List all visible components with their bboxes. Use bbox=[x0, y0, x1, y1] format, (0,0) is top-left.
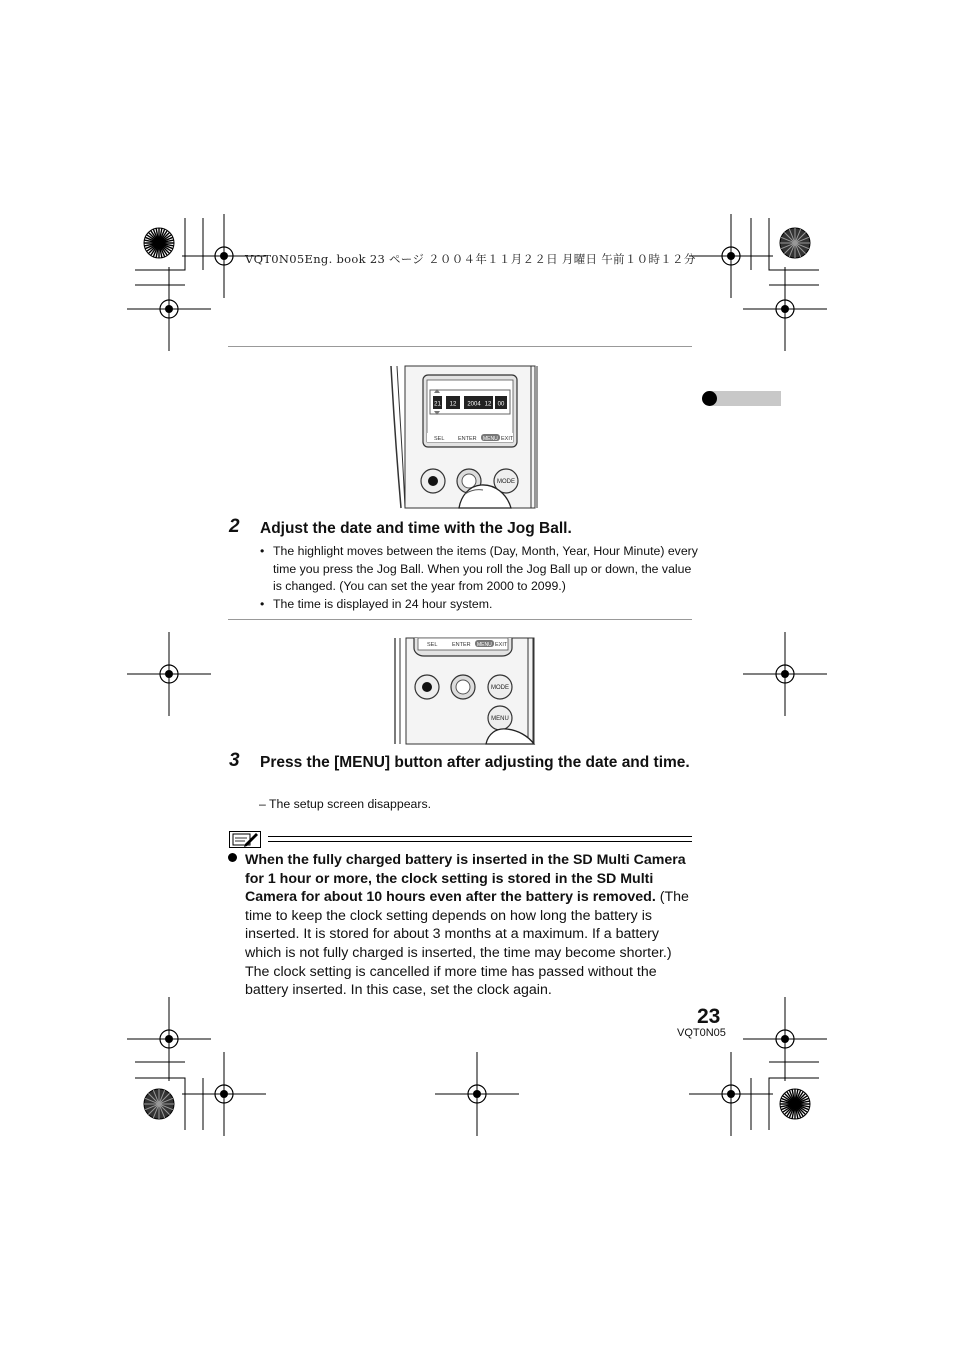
note-text: (The time to keep the clock setting depends on how long the battery is inserted. It is stored for about 3 months at a maximum. If a battery which is not fully charged is inserted, the time may become shorter.) The clock setting is cancelled if more time has passed without the battery inserted. In this case, set the clock again. bbox=[245, 889, 689, 999]
note-paragraph bbox=[245, 851, 697, 1000]
date-field-minute: 00 bbox=[497, 401, 505, 408]
date-field-month: 12 bbox=[449, 401, 457, 408]
hint-exit-1: EXIT bbox=[501, 436, 514, 442]
mode-button-label-2: MODE bbox=[491, 685, 509, 691]
step-3-title: Press the [MENU] button after adjusting the date and time. bbox=[260, 754, 690, 771]
note-bullet bbox=[228, 853, 237, 862]
hint-exit-2: EXIT bbox=[495, 642, 508, 648]
model-code: VQT0N05 bbox=[677, 1027, 726, 1039]
step-2-number: 2 bbox=[229, 516, 240, 537]
step-2-bullet: • The highlight moves between the items (Day, Month, Year, Hour Minute) every time you press the Jog Ball. When you roll the Jog Ball up or down, the value is changed. (You can set the year from 2000 to 2099.) bbox=[259, 543, 699, 596]
hint-menu-1: MENU bbox=[483, 436, 498, 442]
date-field-day: 21 bbox=[434, 401, 441, 408]
step-2-bullet: • The time is displayed in 24 hour system. bbox=[259, 596, 699, 614]
section-tab bbox=[702, 391, 781, 406]
note-icon bbox=[229, 831, 261, 848]
mode-button-label-1: MODE bbox=[497, 479, 515, 485]
section-tab-bar bbox=[710, 391, 781, 406]
figure-menu-button bbox=[392, 636, 542, 746]
menu-button-label: MENU bbox=[491, 716, 509, 722]
page-number: 23 bbox=[697, 1005, 721, 1028]
date-field-year: 2004 bbox=[467, 401, 481, 408]
top-rule bbox=[228, 346, 692, 347]
hint-sel-1: SEL bbox=[434, 436, 445, 442]
print-header: VQT0N05Eng. book 23 ページ ２００４年１１月２２日 月曜日 午前１０時１２分 bbox=[245, 252, 696, 266]
step-2-title: Adjust the date and time with the Jog Ball. bbox=[260, 520, 572, 537]
note-bold-text: When the fully charged battery is inserted in the SD Multi Camera for 1 hour or more, the clock setting is stored in the SD Multi Camera for about 10 hours even after the battery is removed. bbox=[245, 852, 686, 906]
hint-sel-2: SEL bbox=[427, 642, 438, 648]
step-2-bullets bbox=[259, 543, 699, 613]
figure-date-setting bbox=[385, 362, 545, 510]
hint-enter-1: ENTER bbox=[458, 436, 477, 442]
hint-enter-2: ENTER bbox=[452, 642, 471, 648]
hint-menu-2: MENU bbox=[477, 642, 492, 648]
middle-rule bbox=[228, 619, 692, 620]
step-3-number: 3 bbox=[229, 750, 240, 771]
note-rule bbox=[268, 836, 692, 842]
step-3-note: – The setup screen disappears. bbox=[259, 797, 432, 811]
date-field-hour: 12 bbox=[484, 401, 492, 408]
section-tab-dot bbox=[702, 391, 717, 406]
